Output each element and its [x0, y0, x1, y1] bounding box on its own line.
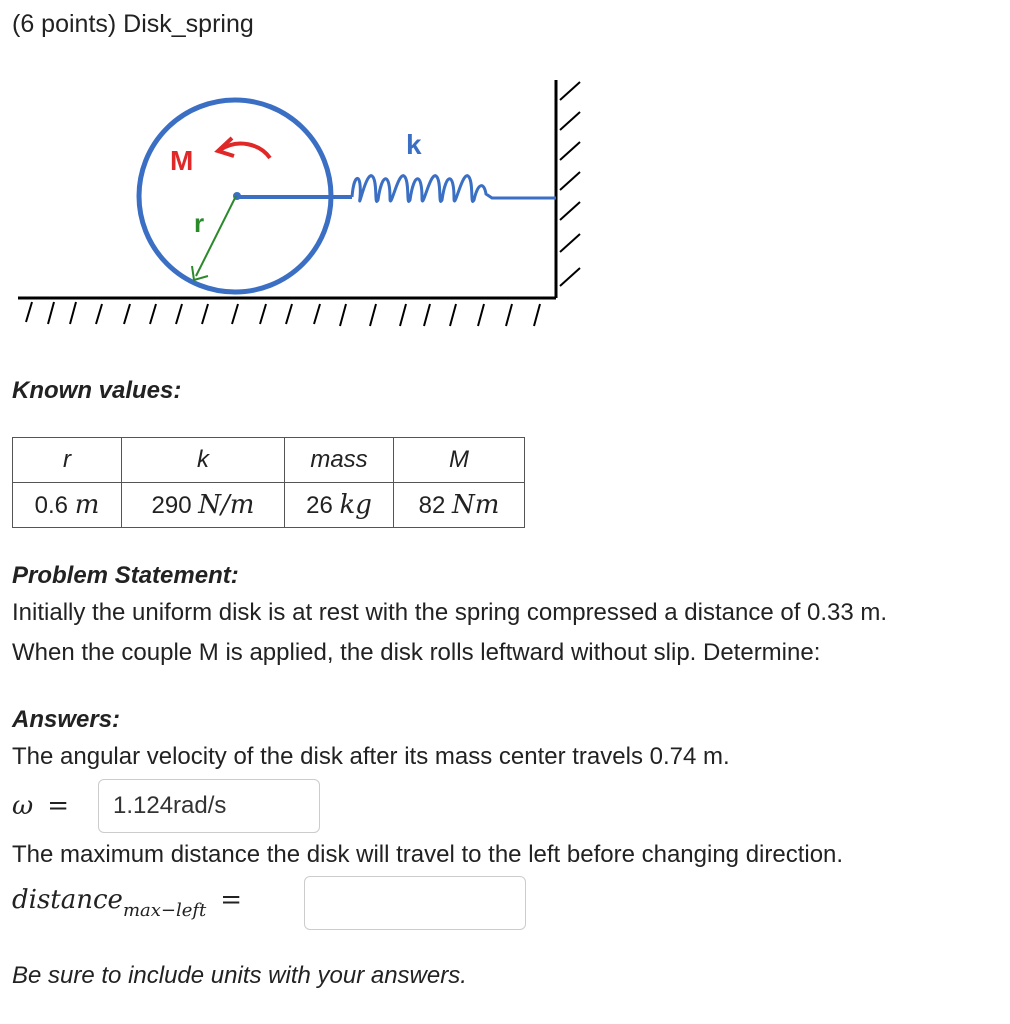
omega-label: ω =	[12, 791, 69, 821]
table-value-row	[13, 483, 525, 528]
answer-row-omega	[12, 779, 320, 833]
ground-hatching	[26, 302, 540, 326]
known-values-table	[12, 437, 525, 528]
distance-answer-input[interactable]	[304, 876, 526, 930]
distance-label: distance$_{max-left}$ =	[12, 885, 243, 921]
value-cell: 0.6 m	[13, 483, 122, 528]
units-reminder: Be sure to include units with your answers.	[12, 962, 467, 989]
value-cell: 290 N/m	[122, 483, 285, 528]
label-k: k	[406, 129, 422, 160]
problem-line-1: Initially the uniform disk is at rest with the spring compressed a distance of 0.33 m.	[12, 599, 888, 626]
question-title: (6 points) Disk_spring	[12, 10, 254, 38]
spring-coil	[352, 176, 556, 202]
disk-spring-diagram	[12, 72, 594, 344]
header-cell: k	[122, 438, 285, 483]
question-1-text: The angular velocity of the disk after its mass center travels 0.74 m.	[12, 743, 730, 770]
value-cell: 82 Nm	[394, 483, 525, 528]
wall-hatching	[560, 82, 580, 286]
question-2-text: The maximum distance the disk will travel to the left before changing direction.	[12, 841, 844, 868]
answers-heading: Answers:	[12, 706, 121, 733]
answer-row-distance	[12, 876, 526, 930]
header-cell: M	[394, 438, 525, 483]
disk-spring-figure	[12, 72, 594, 344]
header-cell: mass	[285, 438, 394, 483]
table-header-row	[13, 438, 525, 483]
header-cell: r	[13, 438, 122, 483]
problem-heading: Problem Statement:	[12, 562, 239, 589]
label-r: r	[194, 208, 205, 238]
problem-line-2: When the couple M is applied, the disk rolls leftward without slip. Determine:	[12, 639, 821, 666]
known-values-heading: Known values:	[12, 377, 182, 404]
omega-answer-input[interactable]: 1.124rad/s	[98, 779, 320, 833]
value-cell: 26 kg	[285, 483, 394, 528]
label-M: M	[170, 145, 194, 176]
